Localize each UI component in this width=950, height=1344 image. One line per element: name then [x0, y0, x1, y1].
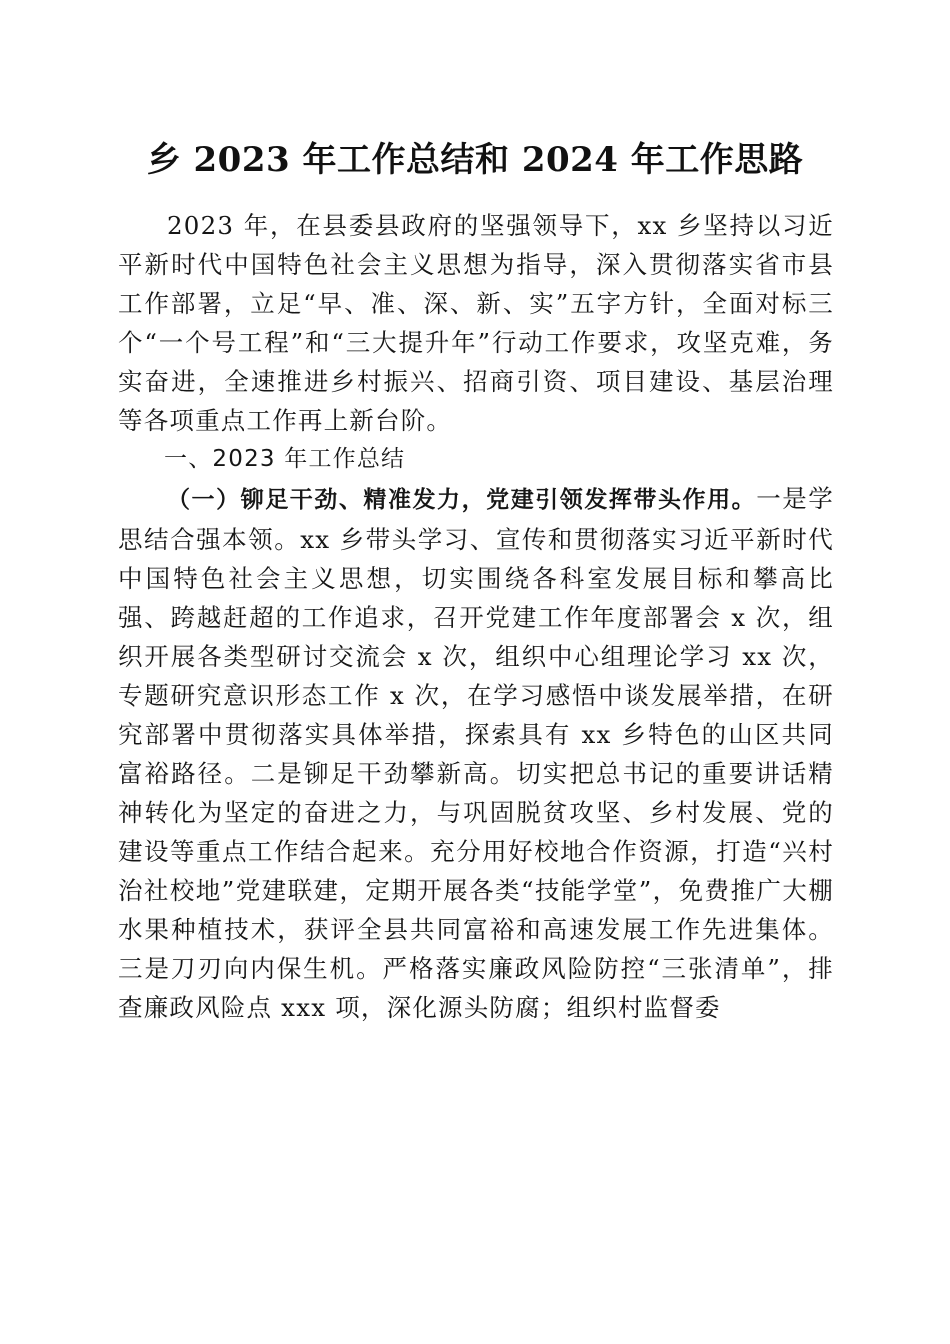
subsection-paragraph [118, 479, 834, 1027]
subsection-text: 一是学思结合强本领。xx 乡带头学习、宣传和贯彻落实习近平新时代中国特色社会主义思想，切实围绕各科室发展目标和攀高比强、跨越赶超的工作追求，召开党建工作年度部署会 x 次，组织开展各类型研讨交流会 x 次，组织中心组理论学习 xx 次，专题研究意识形态工作 x 次，在学习感悟中谈发展举措，在研究部署中贯彻落实具体举措，探索具有 xx 乡特色的山区共同富裕路径。二是铆足干劲攀新高。切实把总书记的重要讲话精神转化为坚定的奋进之力，与巩固脱贫攻坚、乡村发展、党的建设等重点工作结合起来。充分用好校地合作资源，打造“兴村治社校地”党建联建，定期开展各类“技能学堂”，免费推广大棚水果种植技术，获评全县共同富裕和高速发展工作先进集体。三是刀刃向内保生机。严格落实廉政风险防控“三张清单”，排查廉政风险点 xxx 项，深化源头防腐；组织村监督委 [118, 484, 834, 1022]
intro-paragraph: 2023 年，在县委县政府的坚强领导下，xx 乡坚持以习近平新时代中国特色社会主义思想为指导，深入贯彻落实省市县工作部署，立足“早、准、深、新、实”五字方针，全面对标三个“一个号工程”和“三大提升年”行动工作要求，攻坚克难，务实奋进，全速推进乡村振兴、招商引资、项目建设、基层治理等各项重点工作再上新台阶。 [118, 211, 834, 435]
document-body [118, 206, 834, 1027]
section-heading: 一、2023 年工作总结 [164, 446, 406, 472]
document-title: 乡 2023 年工作总结和 2024 年工作思路 [146, 140, 804, 180]
subsection-heading: （一）铆足干劲、精准发力，党建引领发挥带头作用。 [167, 487, 757, 513]
